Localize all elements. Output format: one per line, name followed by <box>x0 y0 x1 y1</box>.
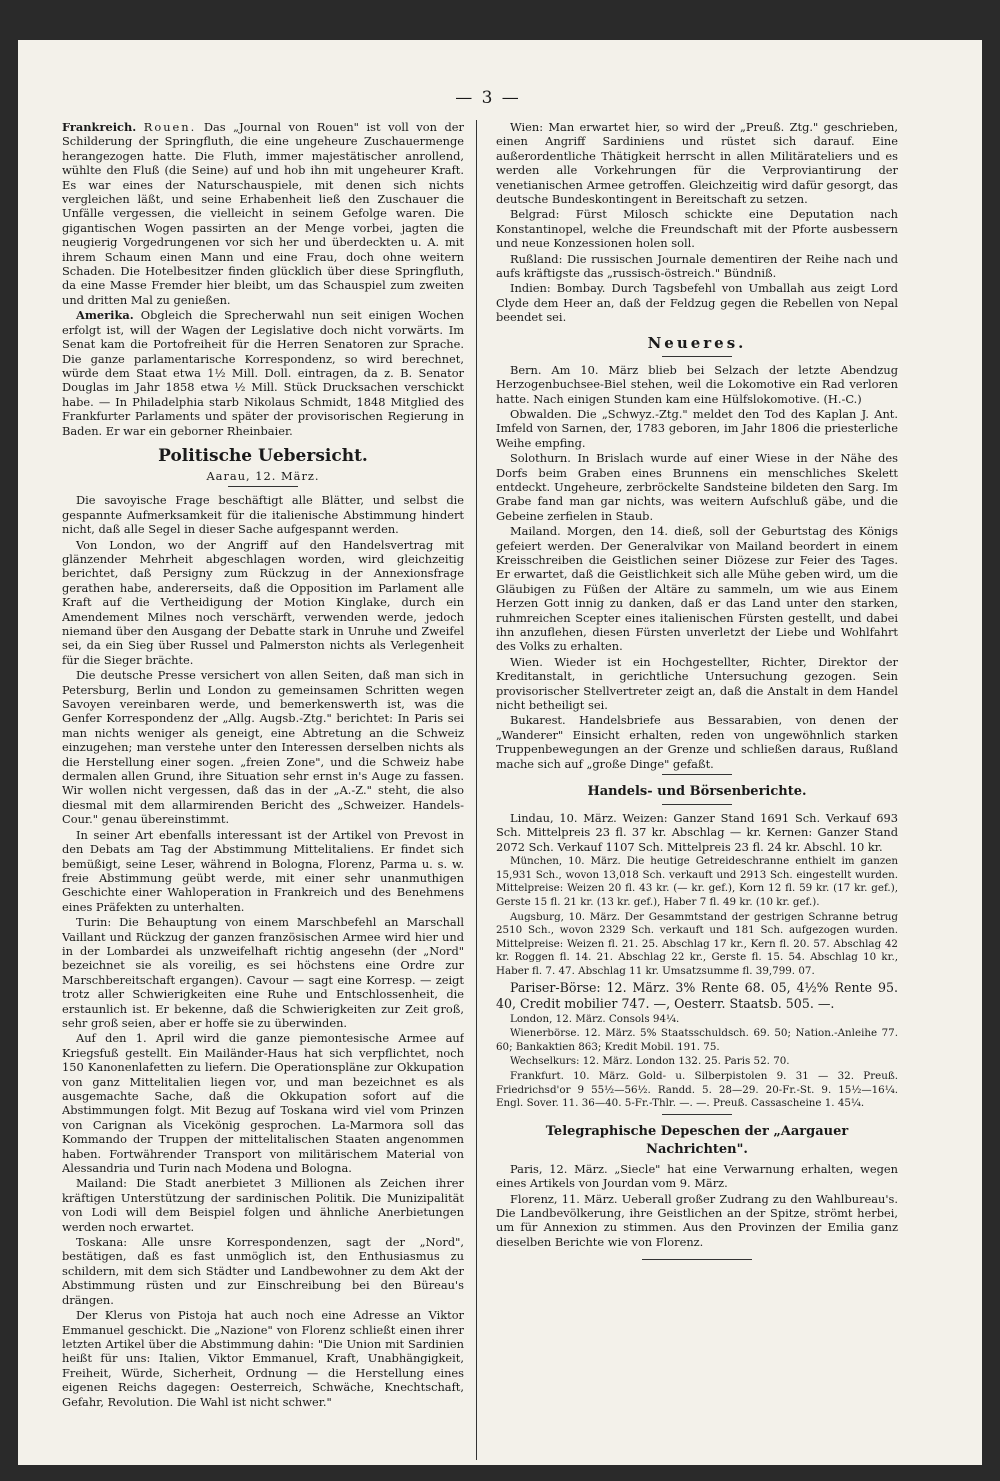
paragraph: Wien: Man erwartet hier, so wird der „Preuß. Ztg." geschrieben, einen Angriff Sardiniens und rüstet sich darauf. Eine außerordentliche Thätigkeit herrscht in allen Militärateliers und es werden alle Vorkehrungen für die Verproviantirung der venetianischen Armee getroffen. Gleichzeitig wird dafür gesorgt, das deutsche Bundeskontingent in Bereitschaft zu setzen. <box>496 120 898 207</box>
paragraph: Bern. Am 10. März blieb bei Selzach der letzte Abendzug Herzogenbuchsee-Biel stehen, weil die Lokomotive ein Rad verloren hatte. Nach einigen Stunden kam eine Hülfslokomotive. (H.-C.) <box>496 362 898 406</box>
section-title-uebersicht: Politische Uebersicht. <box>158 445 368 466</box>
paragraph: Der Klerus von Pistoja hat auch noch eine Adresse an Viktor Emmanuel geschickt. Die „Nazione" von Florenz schließt einen ihrer letzten Artikel über die Abstimmung dahin: "Die Union mit Sardinien heißt für uns: Italien, Viktor Emmanuel, Kraft, Unabhängigkeit, Freiheit, Würde, Sicherheit, Ordnung — die Herstellung eines eigenen Reichs dagegen: Oesterreich, Schwäche, Knechtschaft, Gefahr, Revolution. Die Wahl ist nicht schwer." <box>62 1308 464 1409</box>
divider <box>662 804 732 805</box>
paragraph: Auf den 1. April wird die ganze piemontesische Armee auf Kriegsfuß gestellt. Ein Mailänder-Haus hat sich verpflichtet, noch 150 Kanonenlafetten zu liefern. Die Operationspläne zur Okkupation von ganz Mittelitalien liegen vor, und man bezeichnet es als ausgemachte Sache, daß die Okkupation sofort auf die Abstimmungen folgt. Mit Bezug auf Toskana wird viel vom Prinzen von Carignan als Vicekönig gesprochen. La-Marmora soll das Kommando der Truppen der mittelitalischen Staaten angenommen haben. Fortwährender Transport von militärischem Material von Alessandria und Turin nach Modena und Bologna. <box>62 1031 464 1176</box>
paragraph: Lindau, 10. März. Weizen: Ganzer Stand 1691 Sch. Verkauf 693 Sch. Mittelpreis 23 fl. 37 kr. Abschlag — kr. Kernen: Ganzer Stand 2072 Sch. Verkauf 1107 Sch. Mittelpreis 23 fl. 24 kr. Abschl. 10 kr. <box>496 811 898 854</box>
paragraph: Belgrad: Fürst Milosch schickte eine Deputation nach Konstantinopel, welche die Freundschaft mit der Pforte ausbessern und neue Konzessionen holen soll. <box>496 207 898 251</box>
paragraph: Mailand. Morgen, den 14. dieß, soll der Geburtstag des Königs gefeiert werden. Der Generalvikar von Mailand beordert in einem Kreisschreiben die Geistlichen seiner Diözese zur Feier des Tages. Er erwartet, daß die Geistlichkeit sich alle Mühe geben wird, um die Gläubigen zu Füßen der Altäre zu sammeln, um wie aus Einem Herzen Gott innig zu danken, daß er das Land unter den starken, ruhmreichen Scepter eines italienischen Fürsten gestellt, und dabei ihn anzuflehen, diesen Fürsten unverletzt der Liebe und Wohlfahrt des Volks zu erhalten. <box>496 524 898 654</box>
section-title-telegraph: Telegraphische Depeschen der „Aargauer Nachrichten". <box>545 1123 849 1157</box>
divider <box>642 1259 752 1260</box>
paragraph: München, 10. März. Die heutige Getreideschranne enthielt im ganzen 15,931 Sch., wovon 13,018 Sch. verkauft und 2913 Sch. eingestellt wurden. Mittelpreise: Weizen 20 fl. 43 kr. (— kr. gef.), Korn 12 fl. 59 kr. (17 kr. gef.), Gerste 15 fl. 21 kr. (13 kr. gef.), Haber 7 fl. 49 kr. (10 kr. gef.). <box>496 855 898 909</box>
article-amerika <box>62 308 464 438</box>
paragraph: Wien. Wieder ist ein Hochgestellter, Richter, Direktor der Kreditanstalt, in gerichtliche Untersuchung gezogen. Sein provisorischer Stellvertreter zeigt an, daß die Anstalt in dem Handel nicht betheiligt sei. <box>496 654 898 713</box>
paragraph: Rußland: Die russischen Journale dementiren der Reihe nach und aufs kräftigste das „russisch-östreich." Bündniß. <box>496 251 898 281</box>
country-label: Frankreich. <box>62 120 137 134</box>
paragraph: Die deutsche Presse versichert von allen Seiten, daß man sich in Petersburg, Berlin und London zu gemeinsamen Schritten wegen Savoyen vereinbaren werde, und bemerkenswerth ist, was die Genfer Korrespondenz der „Allg. Augsb.-Ztg." berichtet: In Paris sei man nichts weniger als geneigt, eine Abtretung an die Schweiz einzugehen; man verstehe unter den Interessen derselben nichts als die Herstellung einer sogen. „freien Zone", und die Schweiz habe dermalen allen Grund, ihre Situation sehr ernst in's Auge zu fassen. Wir wollen nicht vergessen, daß das in der „A.-Z." steht, die also diesmal mit dem allarmirenden Bericht des „Schweizer. Handels-Cour." genau übereinstimmt. <box>62 668 464 827</box>
article-text: Obgleich die Sprecherwahl nun seit einigen Wochen erfolgt ist, will der Wagen der Legislative doch nicht vorwärts. Im Senat kam die Portofreiheit für die Herren Senatoren zur Sprache. Die ganze parlamentarische Korrespondenz, so wird berechnet, würde dem Staat etwa 1½ Mill. Doll. eintragen, da z. B. Senator Douglas im Jahr 1858 etwa ½ Mill. Stück Drucksachen verschickt habe. — In Philadelphia starb Nikolaus Schmidt, 1848 Mitglied des Frankfurter Parlaments und später der provisorischen Regierung in Baden. Er war ein geborner Rheinbaier. <box>62 308 464 438</box>
paragraph: Augsburg, 10. März. Der Gesammtstand der gestrigen Schranne betrug 2510 Sch., wovon 2329 Sch. verkauft und 181 Sch. aufgezogen wurden. Mittelpreise: Weizen fl. 21. 25. Abschlag 17 kr., Kern fl. 20. 57. Abschlag 42 kr. Roggen fl. 14. 21. Abschlag 22 kr., Gerste fl. 15. 54. Abschlag 10 kr., Haber fl. 7. 47. Abschlag 11 kr. Umsatzsumme fl. 39,799. 07. <box>496 910 898 978</box>
divider <box>662 356 732 357</box>
market-line: Frankfurt. 10. März. Gold- u. Silberpistolen 9. 31 — 32. Preuß. Friedrichsd'or 9 55½—56½. Randd. 5. 28—29. 20-Fr.-St. 9. 15½—16¼. Engl. Sover. 11. 36—40. 5-Fr.-Thlr. —. —. Preuß. Cassascheine 1. 45¼. <box>496 1070 898 1110</box>
place-label: Rouen. <box>143 120 197 134</box>
right-column <box>496 120 898 1260</box>
paragraph: Von London, wo der Angriff auf den Handelsvertrag mit glänzender Mehrheit abgeschlagen worden, wird gleichzeitig berichtet, daß Persigny zum Rückzug in der Annexionsfrage gerathen habe, andererseits, daß die Opposition im Parlament alle Kraft auf die Vertheidigung der Motion Kinglake, durch ein Amendement Milnes noch verschärft, verwenden werde, jedoch niemand über den Ausgang der Debatte stark in Unruhe und Zweifel sei, da ein Sieg über Russel und Palmerston nichts als Verlegenheit für die Sieger brächte. <box>62 537 464 667</box>
page-number: — 3 — <box>455 88 521 108</box>
newspaper-page <box>18 40 982 1465</box>
article-frankreich <box>62 120 464 307</box>
article-text: Das „Journal von Rouen" ist voll von der Schilderung der Springfluth, die eine ungeheure Zuschauermenge herangezogen hatte. Die Fluth, immer majestätischer anrollend, wühlte den Fluß (die Seine) auf und hob ihn mit ungeheurer Kraft. Es war eines der Naturschauspiele, mit denen sich nichts vergleichen läßt, und seine Erhabenheit ließ den Zuschauer die Unfälle vergessen, die vielleicht in seinem Gefolge waren. Die gigantischen Wogen passirten an der Menge vorbei, jagten die neugierig Vorgedrungenen vor sich her und überdeckten u. A. mit ihrem Schaum einen Mann und eine Frau, doch ohne weitern Schaden. Die Hotelbesitzer finden glücklich über diese Springfluth, da eine Masse Fremder hier bleibt, um das Schauspiel zum zweiten und dritten Mal zu genießen. <box>62 120 464 307</box>
column-divider <box>476 120 477 1460</box>
paragraph: Turin: Die Behauptung von einem Marschbefehl an Marschall Vaillant und Rückzug der ganzen französischen Armee wird hier und in der Lombardei als unzweifelhaft richtig angesehn (der „Nord" bezeichnet sie als voreilig, es sei höchstens eine Ordre zur Marschbereitschaft ergangen). Cavour — sagt eine Korresp. — zeigt trotz aller Schwierigkeiten eine Ruhe und Entschlossenheit, die erstaunlich ist. Er bekenne, daß die Schwierigkeiten zur Zeit groß, sehr groß seien, aber er hoffe sie zu überwinden. <box>62 915 464 1030</box>
country-label: Amerika. <box>76 308 134 323</box>
paragraph: Paris, 12. März. „Siecle" hat eine Verwarnung erhalten, wegen eines Artikels von Jourdan vom 9. März. <box>496 1161 898 1191</box>
section-title-handel: Handels- und Börsenberichte. <box>587 784 807 800</box>
paragraph: Florenz, 11. März. Ueberall großer Zudrang zu den Wahlbureau's. Die Landbevölkerung, ihre Geistlichen an der Spitze, strömt herbei, um für Annexion zu stimmen. Aus den Provinzen der Emilia ganz dieselben Berichte wie von Florenz. <box>496 1191 898 1249</box>
paragraph: Indien: Bombay. Durch Tagsbefehl von Umballah aus zeigt Lord Clyde dem Heer an, daß der Feldzug gegen die Rebellen von Nepal beendet sei. <box>496 281 898 325</box>
section-title-neueres: Neueres. <box>647 333 747 352</box>
market-line: London, 12. März. Consols 94¼. <box>510 1012 680 1025</box>
divider <box>662 774 732 775</box>
divider <box>228 486 298 487</box>
paragraph: Die savoyische Frage beschäftigt alle Blätter, und selbst die gespannte Aufmerksamkeit für die italienische Abstimmung hindert nicht, daß alle Segel in dieser Sache aufgespannt werden. <box>62 493 464 537</box>
divider <box>662 1114 732 1115</box>
market-line: Wienerbörse. 12. März. 5% Staatsschuldsch. 69. 50; Nation.-Anleihe 77. 60; Bankaktien 863; Kredit Mobil. 191. 75. <box>496 1027 898 1053</box>
paragraph: Solothurn. In Brislach wurde auf einer Wiese in der Nähe des Dorfs beim Graben eines Brunnens ein menschliches Skelett entdeckt. Ungeheure, zerbröckelte Sandsteine bildeten den Sarg. Im Grabe fand man gar nichts, was weitern Aufschluß gäbe, und die Gebeine zerfielen in Staub. <box>496 451 898 523</box>
paragraph: Toskana: Alle unsre Korrespondenzen, sagt der „Nord", bestätigen, daß es fast unmöglich ist, den Enthusiasmus zu schildern, mit dem sich Städter und Landbewohner zu dem Akt der Abstimmung rüsten und zur Einschreibung bei den Büreau's drängen. <box>62 1235 464 1307</box>
paragraph: Bukarest. Handelsbriefe aus Bessarabien, von denen der „Wanderer" Einsicht erhalten, reden von ungewöhnlich starken Truppenbewegungen an der Grenze und schließen daraus, Rußland mache sich auf „große Dinge" gefaßt. <box>496 713 898 771</box>
boerse-line: Pariser-Börse: 12. März. 3% Rente 68. 05, 4½% Rente 95. 40, Credit mobilier 747. —, Oesterr. Staatsb. 505. —. <box>496 979 898 1011</box>
market-line: Wechselkurs: 12. März. London 132. 25. Paris 52. 70. <box>510 1055 790 1068</box>
paragraph: Mailand: Die Stadt anerbietet 3 Millionen als Zeichen ihrer kräftigen Unterstützung der sardinischen Politik. Die Munizipalität von Lodi will dem Beispiel folgen und ähnliche Anerbietungen werden noch erwartet. <box>62 1176 464 1234</box>
left-column <box>62 120 464 1410</box>
dateline: Aarau, 12. März. <box>206 468 320 483</box>
paragraph: In seiner Art ebenfalls interessant ist der Artikel von Prevost in den Debats am Tag der Abstimmung Mittelitaliens. Er findet sich bemüßigt, seine Leser, während in Bologna, Florenz, Parma u. s. w. freie Abstimmung geübt werde, mit einer sehr unanmuthigen Geschichte einer Wahloperation in Frankreich und des Benehmens eines Präfekten zu unterhalten. <box>62 827 464 914</box>
paragraph: Obwalden. Die „Schwyz.-Ztg." meldet den Tod des Kaplan J. Ant. Imfeld von Sarnen, der, 1783 geboren, im Jahr 1806 die priesterliche Weihe empfing. <box>496 406 898 450</box>
